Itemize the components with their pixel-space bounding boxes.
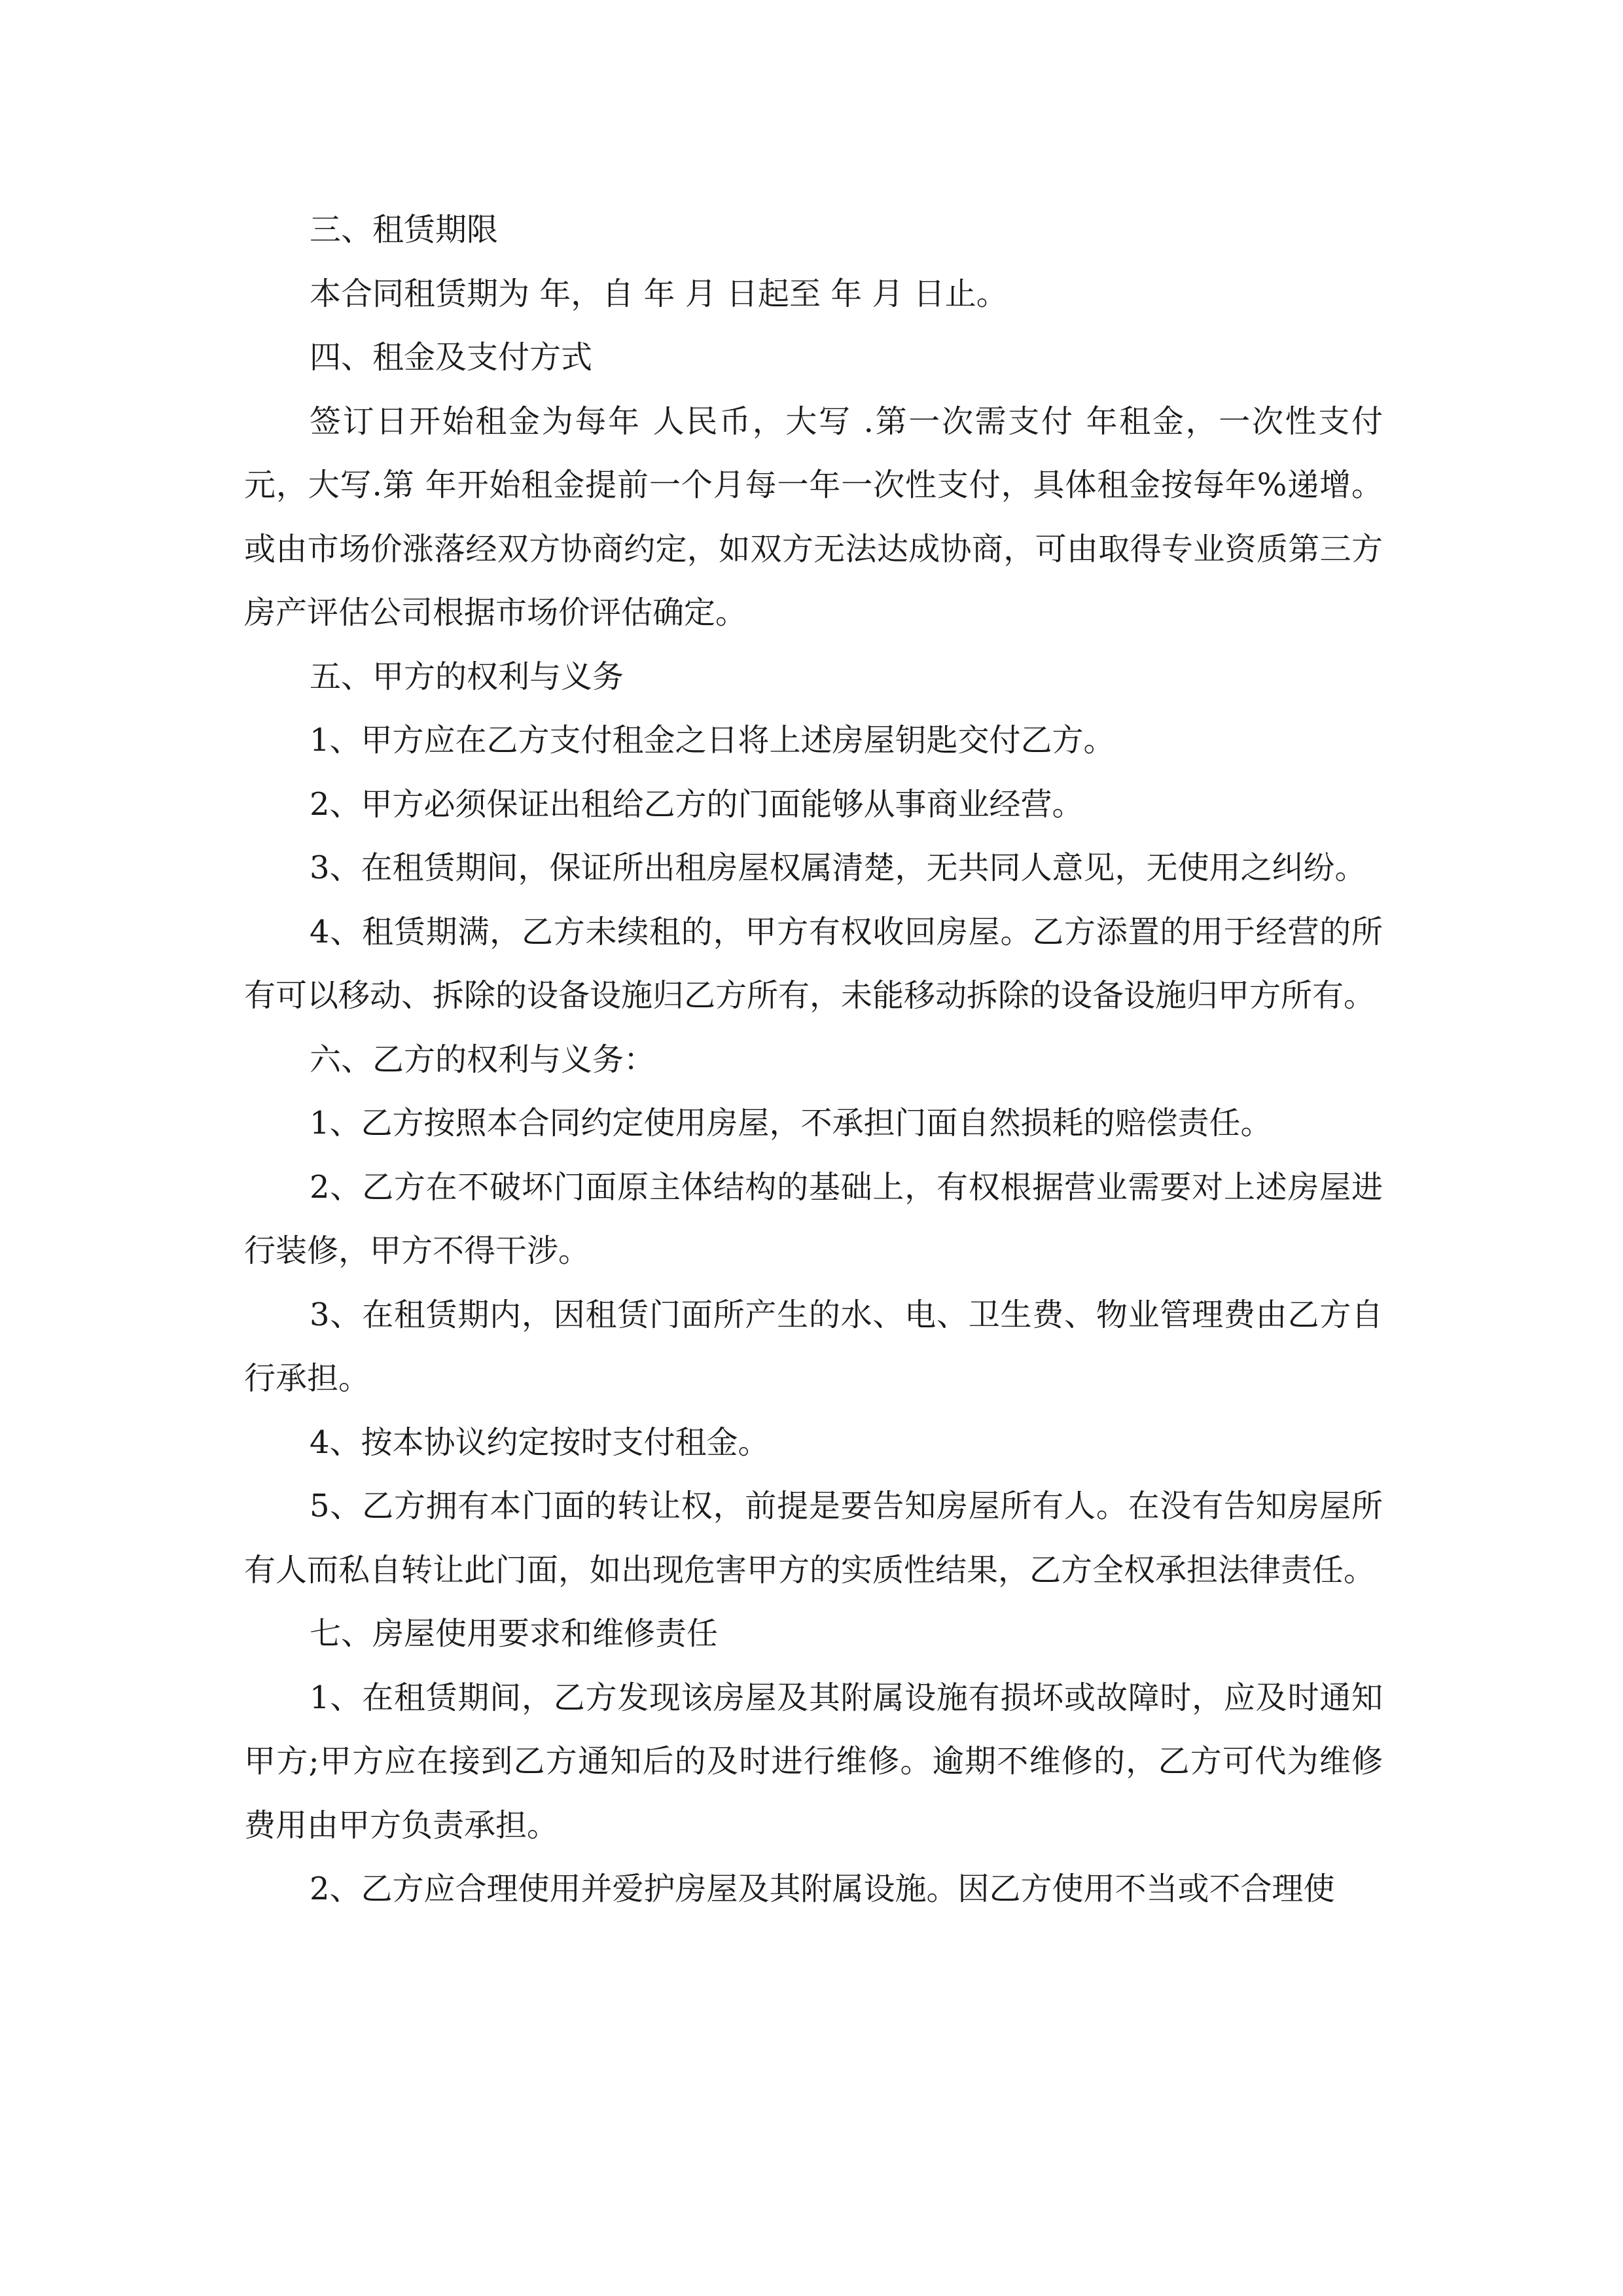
section-heading-party-a-rights: 五、甲方的权利与义务 bbox=[310, 658, 624, 695]
paragraph-party-a-clause-2: 2、甲方必须保证出租给乙方的门面能够从事商业经营。 bbox=[310, 785, 1084, 823]
section-heading-party-b-rights: 六、乙方的权利与义务： bbox=[310, 1041, 656, 1078]
paragraph-party-b-clause-2: 2、乙方在不破坏门面原主体结构的基础上，有权根据营业需要对上述房屋进行装修，甲方不得干涉。 bbox=[244, 1168, 1383, 1269]
contract-body bbox=[244, 198, 1383, 1922]
paragraph-maintenance-clause-2: 2、乙方应合理使用并爱护房屋及其附属设施。因乙方使用不当或不合理使 bbox=[310, 1871, 1335, 1907]
section-heading-rent-payment: 四、租金及支付方式 bbox=[310, 339, 593, 376]
section-heading-maintenance: 七、房屋使用要求和维修责任 bbox=[310, 1615, 719, 1652]
paragraph-rent-terms: 签订日开始租金为每年 人民币，大写 .第一次需支付 年租金，一次性支付 元，大写.第 年开始租金提前一个月每一年一次性支付，具体租金按每年%递增。或由市场价涨落经双方协商约定，如双方无法达成协商，可由取得专业资质第三方房产评估公司根据市场价评估确定。 bbox=[244, 403, 1383, 631]
paragraph-party-a-clause-4: 4、租赁期满，乙方未续租的，甲方有权收回房屋。乙方添置的用于经营的所有可以移动、拆除的设备设施归乙方所有，未能移动拆除的设备设施归甲方所有。 bbox=[244, 913, 1383, 1014]
section-heading-lease-term: 三、租赁期限 bbox=[310, 211, 499, 248]
paragraph-party-b-clause-3: 3、在租赁期内，因租赁门面所产生的水、电、卫生费、物业管理费由乙方自行承担。 bbox=[244, 1296, 1383, 1397]
paragraph-party-b-clause-4: 4、按本协议约定按时支付租金。 bbox=[310, 1424, 770, 1461]
paragraph-party-a-clause-3: 3、在租赁期间，保证所出租房屋权属清楚，无共同人意见，无使用之纠纷。 bbox=[310, 850, 1366, 886]
paragraph-maintenance-clause-1: 1、在租赁期间，乙方发现该房屋及其附属设施有损坏或故障时，应及时通知甲方;甲方应在接到乙方通知后的及时进行维修。逾期不维修的，乙方可代为维修费用由甲方负责承担。 bbox=[244, 1679, 1383, 1844]
paragraph-lease-period: 本合同租赁期为 年，自 年 月 日起至 年 月 日止。 bbox=[310, 275, 1008, 312]
paragraph-party-a-clause-1: 1、甲方应在乙方支付租金之日将上述房屋钥匙交付乙方。 bbox=[310, 722, 1115, 759]
paragraph-party-b-clause-5: 5、乙方拥有本门面的转让权，前提是要告知房屋所有人。在没有告知房屋所有人而私自转让此门面，如出现危害甲方的实质性结果，乙方全权承担法律责任。 bbox=[244, 1488, 1383, 1588]
paragraph-party-b-clause-1: 1、乙方按照本合同约定使用房屋，不承担门面自然损耗的赔偿责任。 bbox=[310, 1105, 1272, 1141]
